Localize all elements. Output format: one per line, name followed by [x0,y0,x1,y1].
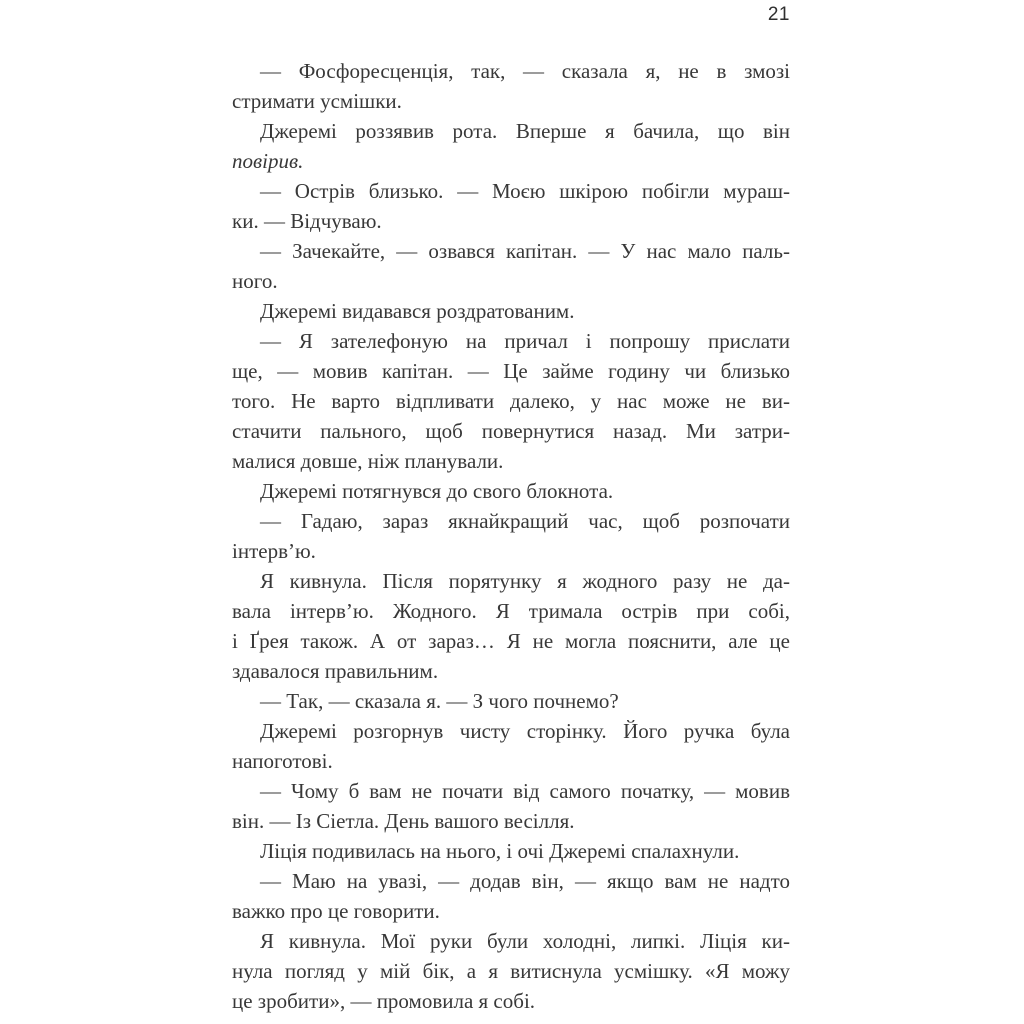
text-line: — Зачекайте, — озвався капітан. — У нас мало паль- [260,239,790,263]
paragraph [232,506,790,566]
text-line: — Так, — сказала я. — З чого почнемо? [260,689,619,713]
text-line: Джеремі роззявив рота. Вперше я бачила, що він [260,119,790,143]
paragraph [232,56,790,116]
text-line: стримати усмішки. [232,89,402,113]
paragraph [232,866,790,926]
text-line: — Гадаю, зараз якнайкращий час, щоб розпочати [260,509,790,533]
text-block [232,56,790,1016]
text-line: Ліція подивилась на нього, і очі Джеремі спалахнули. [260,839,740,863]
paragraph [232,326,790,476]
text-line: інтерв’ю. [232,539,316,563]
text-line: — Я зателефоную на причал і попрошу прислати [260,329,790,353]
paragraph [232,176,790,236]
text-line: ще, — мовив капітан. — Це займе годину чи близько [232,359,790,383]
text-line: важко про це говорити. [232,899,440,923]
paragraph [232,476,790,506]
text-line: Джеремі видавався роздратованим. [260,299,575,323]
text-line: повірив. [232,149,304,173]
text-line: вала інтерв’ю. Жодного. Я тримала острів при собі, [232,599,790,623]
text-line: здавалося правильним. [232,659,439,683]
text-line: стачити пального, щоб повернутися назад. Ми затри- [232,419,790,443]
text-line: ного. [232,269,278,293]
text-line: — Маю на увазі, — додав він, — якщо вам не надто [260,869,790,893]
text-line: і Ґрея також. А от зараз… Я не могла пояснити, але це [232,629,790,653]
paragraph [232,776,790,836]
text-line: нула погляд у мій бік, а я витиснула усмішку. «Я можу [232,959,790,983]
text-line: це зробити», — промовила я собі. [232,989,536,1013]
paragraph [232,836,790,866]
text-line: — Острів близько. — Моєю шкірою побігли мураш- [260,179,790,203]
text-line: — Чому б вам не почати від самого початку, — мовив [260,779,790,803]
text-line: — Фосфоресценція, так, — сказала я, не в змозі [260,59,790,83]
text-line: напоготові. [232,749,333,773]
paragraph [232,926,790,1016]
page-number: 21 [767,4,790,25]
paragraph [232,716,790,776]
text-line: ки. — Відчуваю. [232,209,382,233]
paragraph [232,116,790,176]
text-line: Джеремі потягнувся до свого блокнота. [260,479,614,503]
text-line: Я кивнула. Після порятунку я жодного разу не да- [260,569,790,593]
paragraph [232,236,790,296]
paragraph [232,296,790,326]
text-line: Я кивнула. Мої руки були холодні, липкі. Ліція ки- [260,929,790,953]
paragraph [232,686,790,716]
text-line: того. Не варто відпливати далеко, у нас може не ви- [232,389,790,413]
text-line: Джеремі розгорнув чисту сторінку. Його ручка була [260,719,790,743]
text-line: малися довше, ніж планували. [232,449,504,473]
paragraph [232,566,790,686]
text-line: він. — Із Сіетла. День вашого весілля. [232,809,575,833]
